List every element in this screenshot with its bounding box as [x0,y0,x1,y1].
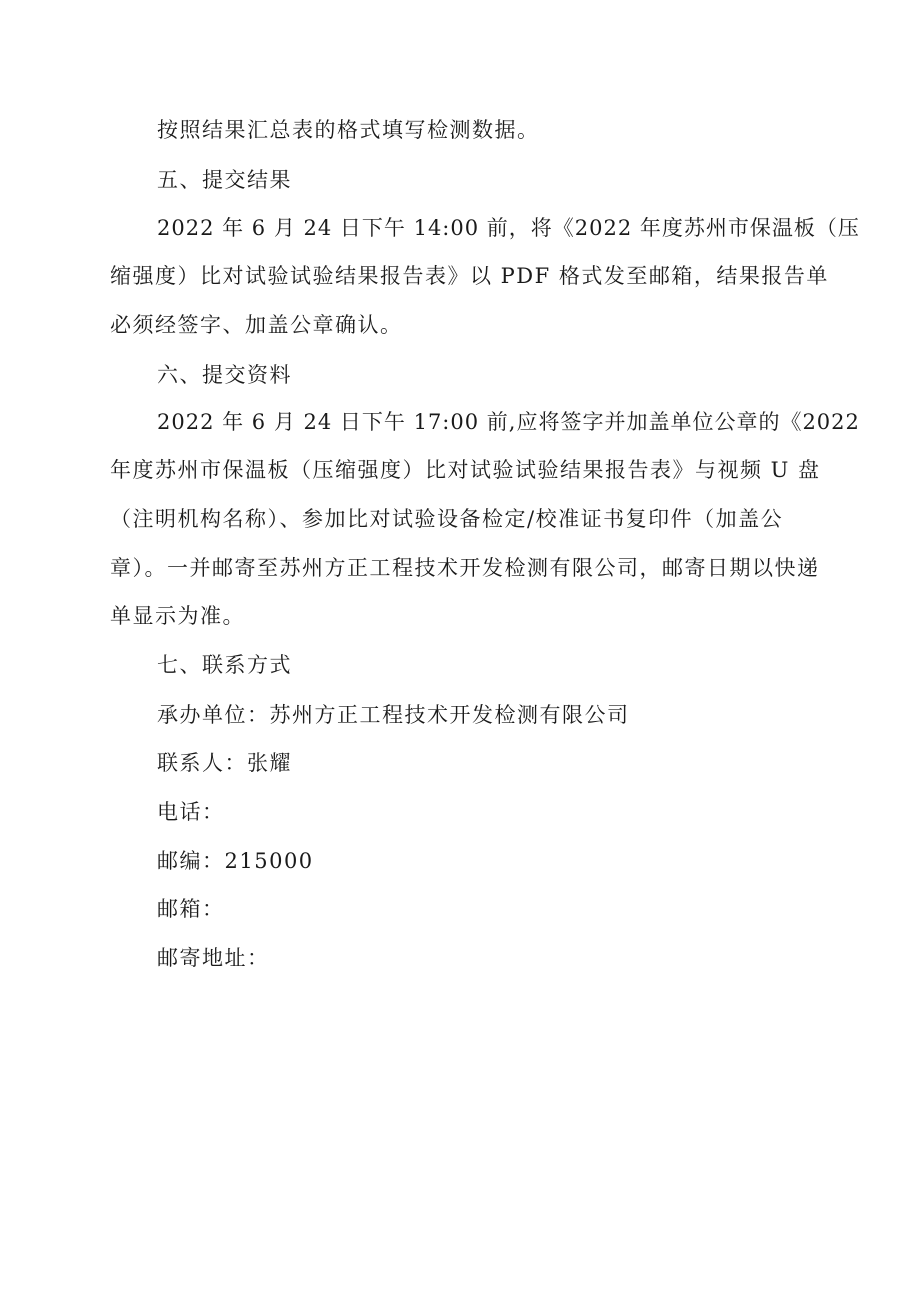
contact-phone: 电话： [157,800,225,824]
section6-line-1: 2022 年 6 月 24 日下午 17:00 前,应将签字并加盖单位公章的《2022 [157,410,860,434]
section6-line-3: （注明机构名称）、参加比对试验设备检定/校准证书复印件（加盖公 [110,507,784,531]
section6-heading: 六、提交资料 [157,363,292,387]
section5-line-1: 2022 年 6 月 24 日下午 14:00 前，将《2022 年度苏州市保温板（压 [157,216,860,240]
contact-address: 邮寄地址： [157,946,270,970]
contact-unit: 承办单位：苏州方正工程技术开发检测有限公司 [157,703,630,727]
section5-line-2: 缩强度）比对试验试验结果报告表》以 PDF 格式发至邮箱，结果报告单 [110,264,829,288]
contact-email: 邮箱： [157,897,225,921]
paragraph-fill-format: 按照结果汇总表的格式填写检测数据。 [157,118,540,142]
section5-line-3: 必须经签字、加盖公章确认。 [110,313,403,337]
section7-heading: 七、联系方式 [157,653,292,677]
section6-line-2: 年度苏州市保温板（压缩强度）比对试验试验结果报告表》与视频 U 盘 [110,458,821,482]
contact-postcode: 邮编：215000 [157,849,314,873]
section6-line-5: 单显示为准。 [110,604,245,628]
section5-heading: 五、提交结果 [157,168,292,192]
section6-line-4: 章）。一并邮寄至苏州方正工程技术开发检测有限公司，邮寄日期以快递 [110,556,820,580]
contact-person: 联系人：张耀 [157,751,292,775]
